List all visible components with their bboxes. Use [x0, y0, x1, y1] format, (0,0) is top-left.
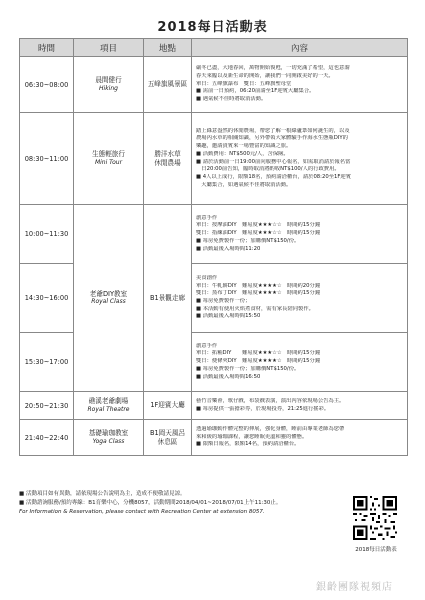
content-line: 農場內水草的相關知識，另外帶領大家體驗手作海水生態瓶DIY的: [196, 135, 348, 142]
time-cell: 06:30~08:00: [20, 57, 74, 113]
content-line: 春天來臨以及新生命的開始，讓我們一同開啟美好的一天。: [196, 72, 334, 79]
location-cell: B1景觀走廊: [144, 205, 192, 392]
item-name: 基礎瑜珈教室: [88, 429, 129, 437]
table-row: [20, 57, 408, 113]
location-cell: 勝洋水草 休閒農場: [144, 113, 192, 205]
item-name-en: Yoga Class: [92, 437, 125, 445]
content-line: ■ 遇氣候不佳時將取消活動。: [196, 96, 267, 102]
content-line: 雙日：指練油DIY 難易度★★★☆☆ 時間約15分鐘: [196, 230, 321, 237]
header-row: [20, 39, 408, 57]
content-line: 樂趣，邀請貴賓來一場豐富的知識之旅。: [196, 143, 292, 150]
content-line: 雙日：便條夾DIY 難易度★★★★☆ 時間約15分鐘: [196, 358, 321, 365]
content-cell: [192, 264, 408, 333]
content-cell: [192, 113, 408, 205]
item-cell: [74, 57, 144, 113]
content-line: ■ 需前一日預約，06:20前請至1F迎賓大廳集合。: [196, 88, 315, 95]
content-line: 來和緩的瑜珈課程，讓您睡眠更溫和靈的體態。: [196, 433, 308, 440]
item-name: 礁溪老爺劇場: [88, 397, 129, 405]
content-cell: [192, 333, 408, 392]
footnote: ■ 活動諮詢服務/預約專線：B1育樂中心，分機8057，活動期間2018/04/01~2018/07/01上午11:30止。: [19, 499, 282, 506]
footnotes: [19, 490, 319, 516]
location-cell: 1F迎賓大廳: [144, 392, 192, 420]
schedule-table: [19, 38, 408, 456]
content-line: 單日：按摩油DIY 難易度★★★☆☆ 時間約15分鐘: [196, 222, 321, 229]
table-row: [20, 113, 408, 205]
item-cell: [74, 420, 144, 456]
location-cell: B1岡天風呂 休息區: [144, 420, 192, 456]
time-cell: 15:30~17:00: [20, 333, 74, 392]
item-cell: [74, 392, 144, 420]
content-line: 雙日：蒸布丁DIY 難易度★★★★☆ 時間約15分鐘: [196, 290, 321, 297]
item-name: 晨間健行: [95, 76, 122, 84]
location-cell: 五峰旗風景區: [144, 57, 192, 113]
item-name-en: Royal Class: [91, 298, 126, 306]
content-line: 大廳集合，如遇氣候不佳將取消活動。: [196, 181, 292, 188]
watermark: 銀齡團隊視頻店: [316, 582, 393, 593]
content-line: ■ 活動最後入場時間16:50: [196, 373, 261, 380]
content-line: ■ 每房免費製作一份；加購價NT$150/份。: [196, 365, 300, 372]
content-line: ■ 活動費用：NT$500元/人，含保險。: [196, 150, 289, 157]
time-cell: 21:40~22:40: [20, 420, 74, 456]
qr-caption: 2018每日活動表: [355, 547, 397, 553]
item-name: 生態輕旅行: [92, 150, 125, 158]
content-line: ■ 活動最後入場時間15:50: [196, 313, 261, 320]
content-line: 美食創作: [196, 274, 218, 281]
content-line: 單日：五峰旗瀑布 雙日：五峰旗聖母堂: [196, 80, 292, 87]
footnote-english: For Information & Reservation, please contact with Recreation Center at extension 8057.: [19, 508, 265, 515]
content-line: 日20:00前告知，臨時取消將酌收NT$100/人的行政費用。: [196, 166, 340, 173]
item-name-en: Royal Theatre: [87, 405, 130, 413]
header-content: 內容: [192, 39, 408, 57]
table-row: [20, 420, 408, 456]
content-cell: [192, 392, 408, 420]
item-cell: [74, 113, 144, 205]
content-cell: [192, 57, 408, 113]
item-cell: [74, 205, 144, 392]
content-line: ■ 限額日報名，限額14名，預約請洽櫃台。: [196, 441, 300, 448]
time-cell: 10:00~11:30: [20, 205, 74, 264]
header-time: 時間: [20, 39, 74, 57]
content-line: 嚴冬已盡，大地春回，萬物開始復甦，一切充滿了希望，這也意謂: [196, 65, 350, 72]
item-name: 老爺DIY教室: [89, 289, 128, 298]
time-cell: 20:50~21:30: [20, 392, 74, 420]
qr-code[interactable]: [353, 496, 397, 540]
content-line: ■ 每房提供一張搶彩券，於現場投券，21:25進行搖彩。: [196, 405, 330, 412]
content-line: 藝竹音樂會，歌仔戲，布袋戲表演，演出內容依現場公告為主。: [196, 397, 345, 404]
item-name-en: Mini Tour: [94, 158, 123, 166]
content-line: 單日：拓釉DIY 難易度★★★☆☆ 時間約15分鐘: [196, 350, 321, 357]
content-line: 單日：牛軋餅DIY 難易度★★★★☆ 時間約20分鐘: [196, 282, 321, 289]
item-name-en: Hiking: [99, 84, 118, 92]
content-line: ■ 每房免費製作一份；: [196, 298, 251, 304]
content-line: ■ 活動最後入場時間11:20: [196, 245, 261, 252]
time-cell: 14:30~16:00: [20, 264, 74, 333]
footnote: ■ 活動項目如有異動，請依現場公告說明為主，造成不便敬請見諒。: [19, 491, 186, 497]
page-title: 2018每日活動表: [157, 20, 268, 35]
content-line: ■ 請於活動前一日19:00前向服務中心報名，如需取消請於報名當: [196, 158, 351, 165]
header-location: 地點: [144, 39, 192, 57]
content-cell: [192, 205, 408, 264]
content-line: 踏上綠意盎然的休閒農場，帶您了解一根綠蘆葦如何誕生的，以及: [196, 127, 350, 134]
time-cell: 08:30~11:00: [20, 113, 74, 205]
content-cell: [192, 420, 408, 456]
content-line: 透過瑜珈動作體完整的伸展，強化身體，睡前由專業老師為您帶: [196, 425, 345, 432]
content-line: 創意手作: [196, 214, 218, 221]
table-row: [20, 205, 408, 264]
content-line: ■ 每房免費製作一份；加購價NT$150/份。: [196, 237, 300, 244]
content-line: ■ 本活動有使用火焰煮食材，需有家長陪同製作。: [196, 305, 314, 312]
header-item: 項目: [74, 39, 144, 57]
content-line: 創意手作: [196, 342, 218, 349]
content-line: ■ 4人以上成行，限額18名，預約請洽櫃台，請於08:20至1F迎賓: [196, 173, 352, 180]
table-row: [20, 392, 408, 420]
